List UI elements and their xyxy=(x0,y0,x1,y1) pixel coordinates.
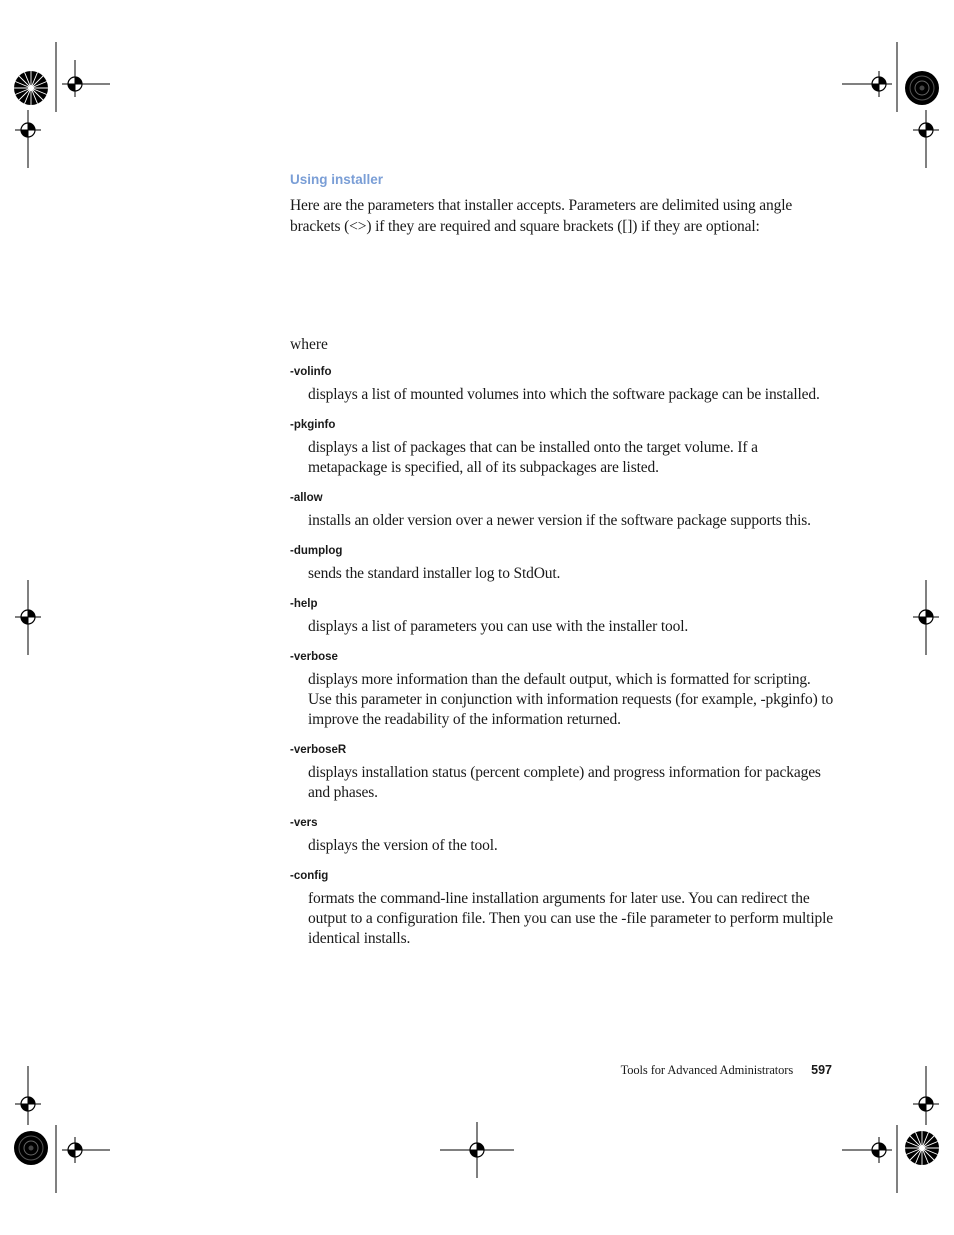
param-description: displays installation status (percent complete) and progress information for packages and phases. xyxy=(308,764,821,801)
param-vers xyxy=(290,816,835,856)
param-description: displays a list of packages that can be installed onto the target volume. If a metapackage is specified, all of its subpackages are listed. xyxy=(308,439,758,476)
param-description: installs an older version over a newer version if the software package supports this. xyxy=(308,512,811,529)
param-description: sends the standard installer log to StdOut. xyxy=(308,565,561,582)
param-description: displays the version of the tool. xyxy=(308,837,498,854)
param-description: displays a list of parameters you can use with the installer tool. xyxy=(308,618,689,635)
page-number: 597 xyxy=(811,1063,832,1077)
param-verbose xyxy=(290,650,835,730)
param-name: -dumplog xyxy=(290,545,343,557)
intro-paragraph: Here are the parameters that installer accepts. Parameters are delimited using angle brackets (<>) if they are required and square brackets ([]) if they are optional: xyxy=(290,197,793,235)
page-footer xyxy=(621,1063,832,1078)
footer-title: Tools for Advanced Administrators xyxy=(620,1063,794,1077)
param-allow xyxy=(290,491,835,531)
param-name: -verboseR xyxy=(290,744,347,756)
param-pkginfo xyxy=(290,418,835,478)
param-name: -config xyxy=(290,870,329,882)
param-name: -vers xyxy=(290,817,318,829)
param-dumplog xyxy=(290,544,835,584)
section-heading: Using installer xyxy=(290,172,384,187)
page-content xyxy=(290,172,835,962)
param-name: -volinfo xyxy=(290,366,332,378)
where-label: where xyxy=(290,336,328,353)
parameter-list xyxy=(290,365,835,949)
param-name: -help xyxy=(290,598,318,610)
param-name: -pkginfo xyxy=(290,419,336,431)
param-description: formats the command-line installation arguments for later use. You can redirect the output to a configuration file. Then you can use the -file parameter to perform multiple identical installs. xyxy=(308,890,833,947)
param-description: displays more information than the default output, which is formatted for scripting. Use this parameter in conjunction with information requests (for example, -pkginfo) to improve the readability of the information returned. xyxy=(308,671,834,728)
param-config xyxy=(290,869,835,949)
param-description: displays a list of mounted volumes into which the software package can be installed. xyxy=(308,386,820,403)
param-name: -allow xyxy=(290,492,323,504)
param-verboser xyxy=(290,743,835,803)
param-volinfo xyxy=(290,365,835,405)
param-help xyxy=(290,597,835,637)
param-name: -verbose xyxy=(290,651,338,663)
